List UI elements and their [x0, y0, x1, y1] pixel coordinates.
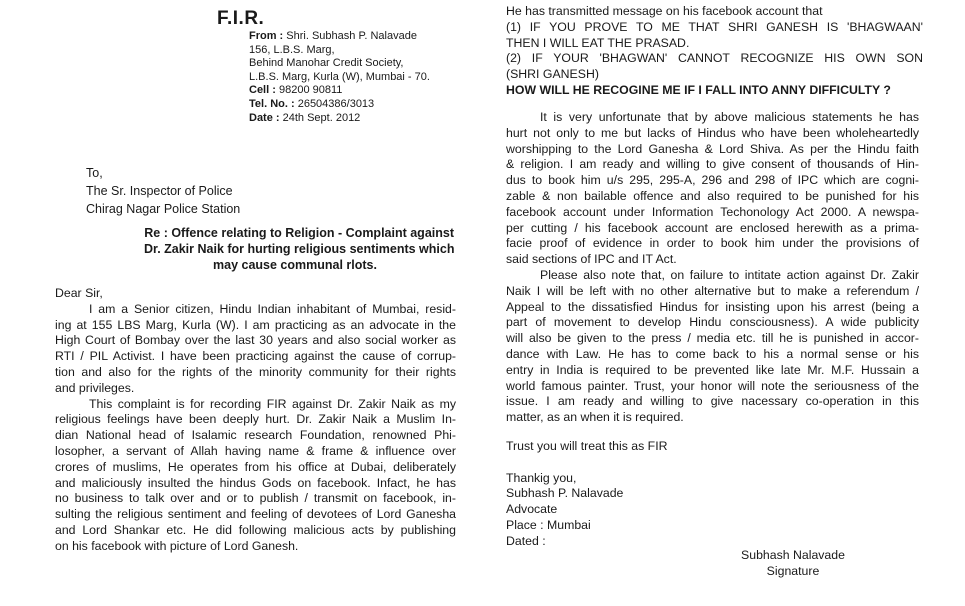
closing-line: Thankig you, [506, 470, 577, 485]
message-block [506, 4, 923, 99]
paragraph-line: This complaint is for recording FIR against Dr. Zakir Naik as my [89, 396, 456, 411]
paragraph-line: part of movement to develop Hindu consciousness). A wide publicity [506, 315, 919, 330]
subject-block [144, 225, 454, 273]
message-line: THEN I WILL EAT THE PRASAD. [506, 35, 690, 50]
paragraph-line: dance with Law. He has to come back to his a normal sense or his [506, 346, 919, 361]
address-line: L.B.S. Marg, Kurla (W), Mumbai - 70. [249, 70, 430, 83]
message-question: HOW WILL HE RECOGINE ME IF I FALL INTO ANNY DIFFICULTY ? [506, 82, 891, 97]
cell-line [249, 84, 430, 98]
paragraph-line: will also be given to the press / media etc. till he is punished in accor- [506, 331, 919, 346]
address-line: 156, L.B.S. Marg, [249, 43, 335, 56]
closing-line: Dated : [506, 533, 546, 548]
recipient-block [86, 164, 240, 218]
signature-label: Signature [766, 563, 820, 578]
paragraph-line: dian National head of Isalamic research Foundation, renowned Phi- [55, 428, 456, 443]
date-value: 24th Sept. 2012 [282, 111, 361, 124]
paragraph-line: Naik I will be left with no other alternative but to make a referendum / [506, 283, 919, 298]
paragraph-line: facie proof of evidence in order to book him under the provisions of [506, 236, 919, 251]
paragraph-line: and maliciously insulted the hindus Gods on facebook. Infact, he has [55, 475, 456, 490]
paragraph-line: issue. I am ready and willing to give nacessary co-operation in this [506, 394, 919, 409]
paragraph-line: religious feelings have been deeply hurt. Dr. Zakir Naik a Muslim In- [55, 412, 456, 427]
date-line [249, 112, 430, 126]
recipient-line: To, [86, 166, 103, 180]
paragraph-line: no business to talk over and or to publish / transmit on facebook, in- [55, 491, 456, 506]
message-intro: He has transmitted message on his facebook account that [506, 4, 823, 18]
closing-line: Place : Mumbai [506, 517, 591, 532]
right-column [506, 110, 919, 426]
sender-line [249, 30, 430, 44]
from-value: Shri. Subhash P. Nalavade [286, 30, 417, 42]
salutation: Dear Sir, [55, 286, 103, 300]
paragraph-line: It is very unfortunate that by above malicious statements he has [540, 110, 919, 124]
paragraph-line: tion and also for the rights of the minority community for their rights [55, 364, 456, 379]
message-line: (1) IF YOU PROVE TO ME THAT SHRI GANESH IS 'BHAGWAAN' [506, 19, 923, 34]
cell-label: Cell : [249, 84, 276, 97]
paragraph-line: RTI / PIL Activist. I have been practicing against the cause of corrup- [55, 349, 456, 364]
recipient-line: Chirag Nagar Police Station [86, 202, 241, 216]
paragraph-line: said sections of IPC and IT Act. [506, 252, 677, 267]
paragraph-line: Please also note that, on failure to intitate action against Dr. Zakir [540, 267, 919, 282]
from-label: From : [249, 30, 284, 42]
paragraph-line: facebook account under Information Techonology Act 2000. A newspa- [506, 204, 919, 219]
paragraph-line: dus to book him u/s 295, 295-A, 296 and 298 of IPC which are cogni- [506, 173, 919, 188]
message-line: (2) IF YOUR 'BHAGWAN' CANNOT RECOGNIZE HIS OWN SON [506, 51, 923, 66]
closing-line: Subhash P. Nalavade [506, 486, 624, 501]
closing-line: Advocate [506, 502, 558, 517]
address-line: Behind Manohar Credit Society, [249, 57, 404, 70]
closing-block [506, 439, 668, 550]
paragraph-line: and Lord Shankar etc. He did following malicious acts by publishing [55, 522, 456, 537]
paragraph-line: ing at 155 LBS Marg, Kurla (W). I am practicing as an advocate in the [55, 317, 456, 332]
paragraph-line: crores of muslims, He operates from his office at Dubai, deliberately [55, 459, 456, 474]
tel-label: Tel. No. : [249, 97, 295, 110]
signature-block [738, 548, 848, 580]
paragraph-line: sulting the religious sentiment and feeling of devotees of Lord Ganesha [55, 507, 456, 522]
paragraph-line: on his facebook with picture of Lord Ganesh. [55, 538, 299, 553]
paragraph-line: Appeal to the dissatisfied Hindus for insisting upon his arrest (being a [506, 299, 919, 314]
recipient-line: The Sr. Inspector of Police [86, 184, 233, 198]
document-title: F.I.R. [217, 8, 265, 29]
paragraph-line: & religion. I am ready and willing to give consent of thousands of Hin- [506, 157, 919, 172]
paragraph-line: worshipping to the Lord Ganesha & Lord Shiva. As per the Hindu faith [506, 141, 919, 156]
paragraph-line: hurt not only to me but lacks of Hindus who have been wholeheartedly [506, 125, 919, 140]
closing-trust: Trust you will treat this as FIR [506, 439, 668, 453]
signature-name: Subhash Nalavade [741, 548, 845, 562]
left-paragraphs [55, 302, 456, 555]
paragraph-line: I am a Senior citizen, Hindu Indian inhabitant of Mumbai, resid- [89, 301, 456, 316]
paragraph-line: and privileges. [55, 380, 135, 395]
subject-line: Dr. Zakir Naik for hurting religious sentiments which [144, 242, 455, 256]
sender-block [249, 30, 430, 125]
paragraph-line: High Court of Bombay over the last 30 years and also social worker as [55, 333, 456, 348]
paragraph-line: per cutting / his facebook account are enclosed herewith as a prima- [506, 220, 919, 235]
cell-value: 98200 90811 [278, 84, 343, 97]
left-column [55, 286, 456, 555]
message-line: (SHRI GANESH) [506, 67, 599, 82]
paragraph-line: zable & non bailable offence and also required to be punished for his [506, 188, 919, 203]
paragraph-line: losopher, a servant of Allah having name & frame & influence over [55, 443, 456, 458]
tel-value: 26504386/3013 [297, 97, 375, 110]
tel-line [249, 98, 430, 112]
paragraph-line: entry in India is required to be prevented like late Mr. M.F. Hussain a [506, 362, 919, 377]
date-label: Date : [249, 111, 280, 124]
subject-line: may cause communal rlots. [213, 258, 377, 272]
paragraph-line: matter, as an when it is required. [506, 410, 684, 425]
paragraph-line: world famous painter. Trust, your honor will note the seriousness of the [506, 378, 919, 393]
right-paragraphs [506, 110, 919, 426]
subject-line: Re : Offence relating to Religion - Complaint against [144, 226, 454, 240]
